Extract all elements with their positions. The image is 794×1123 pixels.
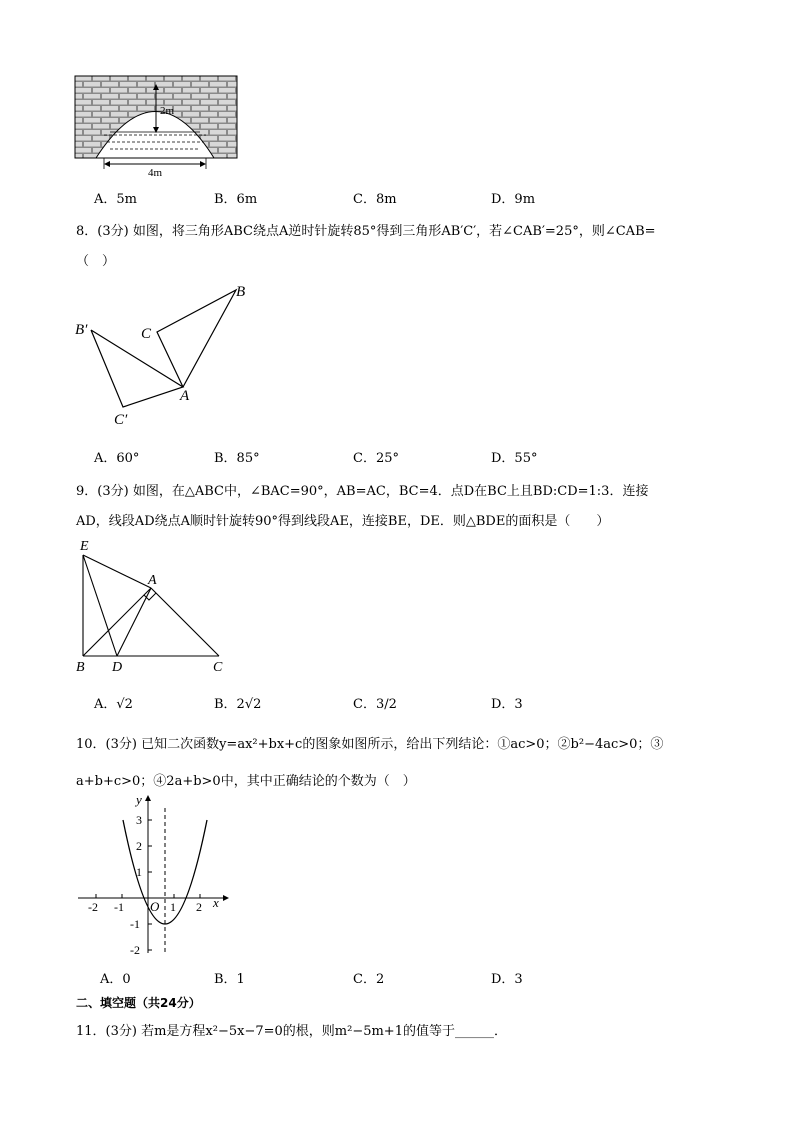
label-B-prime: B′ xyxy=(75,322,88,338)
rotated-triangle-figure xyxy=(70,280,270,430)
y-tick-neg2: -2 xyxy=(130,943,140,957)
q8-option-d: D．55° xyxy=(491,451,538,466)
q7-option-c: C．8m xyxy=(353,192,397,207)
q10-stem-cont: a+b+c>0；④2a+b>0中，其中正确结论的个数为（ ） xyxy=(76,774,416,789)
q9-stem-cont: AD，线段AD绕点A顺时针旋转90°得到线段AE，连接BE，DE．则△BDE的面积是（ ） xyxy=(76,514,610,529)
q10-option-d: D．3 xyxy=(491,972,523,987)
origin-label: O xyxy=(150,899,160,914)
x-tick-neg1: -1 xyxy=(114,900,124,914)
label-A: A xyxy=(180,388,190,404)
q7-option-b: B．6m xyxy=(214,192,258,207)
q10-option-c: C．2 xyxy=(353,972,385,987)
y-axis-label: y xyxy=(136,792,142,807)
q9-option-b: B．2√2 xyxy=(214,697,262,712)
section-2-heading: 二、填空题（共24分） xyxy=(76,996,201,1010)
y-tick-3: 3 xyxy=(136,813,142,827)
q8-stem-cont: （ ） xyxy=(76,254,116,269)
q8-option-b: B．85° xyxy=(214,451,260,466)
label-B: B xyxy=(236,284,246,300)
label-C-prime: C′ xyxy=(114,412,128,428)
label-D: D xyxy=(112,660,123,675)
label-A: A xyxy=(148,573,157,588)
parabola-graph xyxy=(74,790,234,960)
q11-stem: 11．(3分) 若m是方程x²−5x−7=0的根，则m²−5m+1的值等于______． xyxy=(76,1024,507,1039)
q10-option-b: B．1 xyxy=(214,972,245,987)
q9-option-c: C．3/2 xyxy=(353,697,397,712)
q7-option-a: A．5m xyxy=(94,192,137,207)
y-tick-1: 1 xyxy=(136,865,142,879)
y-ticks xyxy=(148,820,152,950)
x-tick-2: 2 xyxy=(196,900,202,914)
x-tick-neg2: -2 xyxy=(88,900,98,914)
q8-option-c: C．25° xyxy=(353,451,399,466)
y-tick-2: 2 xyxy=(136,839,142,853)
q7-option-d: D．9m xyxy=(491,192,536,207)
y-tick-neg1: -1 xyxy=(130,917,140,931)
height-label: 2m xyxy=(160,105,175,117)
q10-stem: 10．(3分) 已知二次函数y=ax²+bx+c的图象如图所示，给出下列结论：①ac>0；②b²−4ac>0；③ xyxy=(76,737,664,752)
label-C: C xyxy=(141,326,152,342)
x-tick-1: 1 xyxy=(170,900,176,914)
q9-stem: 9．(3分) 如图，在△ABC中，∠BAC=90°，AB=AC，BC=4．点D在BC上且BD:CD=1:3．连接 xyxy=(76,484,649,499)
width-label: 4m xyxy=(148,167,163,179)
bridge-arch-figure xyxy=(74,75,240,180)
q8-stem: 8．(3分) 如图，将三角形ABC绕点A逆时针旋转85°得到三角形AB′C′，若∠CAB′=25°，则∠CAB= xyxy=(76,224,656,239)
x-axis-label: x xyxy=(213,895,219,910)
q9-option-d: D．3 xyxy=(491,697,523,712)
q8-option-a: A．60° xyxy=(94,451,140,466)
q10-option-a: A．0 xyxy=(100,972,131,987)
label-C: C xyxy=(213,660,223,675)
q9-option-a: A．√2 xyxy=(94,697,133,712)
label-B: B xyxy=(76,660,85,675)
label-E: E xyxy=(80,539,89,554)
triangle-bde-figure xyxy=(74,535,234,675)
